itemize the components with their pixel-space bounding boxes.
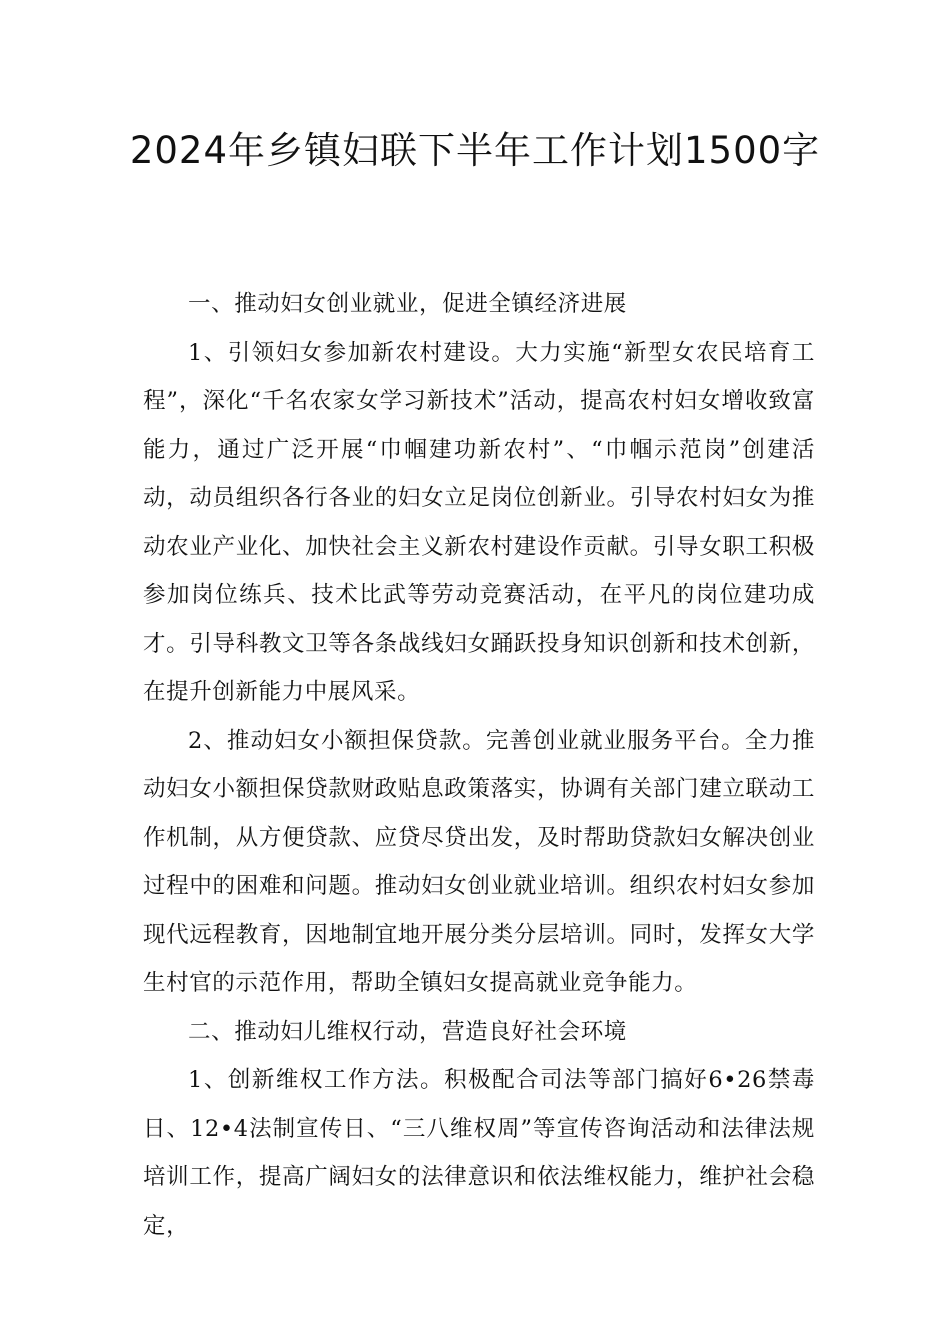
- document-title: 2024年乡镇妇联下半年工作计划1500字: [129, 129, 821, 172]
- paragraph-1: 1、引领妇女参加新农村建设。大力实施“新型女农民培育工程”，深化“千名农家女学习新技术”活动，提高农村妇女增收致富能力，通过广泛开展“巾帼建功新农村”、“巾帼示范岗”创建活动，动员组织各行各业的妇女立足岗位创新业。引导农村妇女为推动农业产业化、加快社会主义新农村建设作贡献。引导女职工积极参加岗位练兵、技术比武等劳动竞赛活动，在平凡的岗位建功成才。引导科教文卫等各条战线妇女踊跃投身知识创新和技术创新，在提升创新能力中展风采。: [143, 339, 815, 705]
- document-body: [143, 280, 815, 1250]
- paragraph-2: 2、推动妇女小额担保贷款。完善创业就业服务平台。全力推动妇女小额担保贷款财政贴息政策落实，协调有关部门建立联动工作机制，从方便贷款、应贷尽贷出发，及时帮助贷款妇女解决创业过程中的困难和问题。推动妇女创业就业培训。组织农村妇女参加现代远程教育，因地制宜地开展分类分层培训。同时，发挥女大学生村官的示范作用，帮助全镇妇女提高就业竞争能力。: [143, 727, 815, 996]
- section-heading-1: 一、推动妇女创业就业，促进全镇经济进展: [188, 291, 627, 317]
- section-heading-2: 二、推动妇儿维权行动，营造良好社会环境: [188, 1018, 627, 1045]
- paragraph-3: 1、创新维权工作方法。积极配合司法等部门搞好6•26禁毒日、12•4法制宣传日、“三八维权周”等宣传咨询活动和法律法规培训工作，提高广阔妇女的法律意识和依法维权能力，维护社会稳定，: [143, 1067, 815, 1239]
